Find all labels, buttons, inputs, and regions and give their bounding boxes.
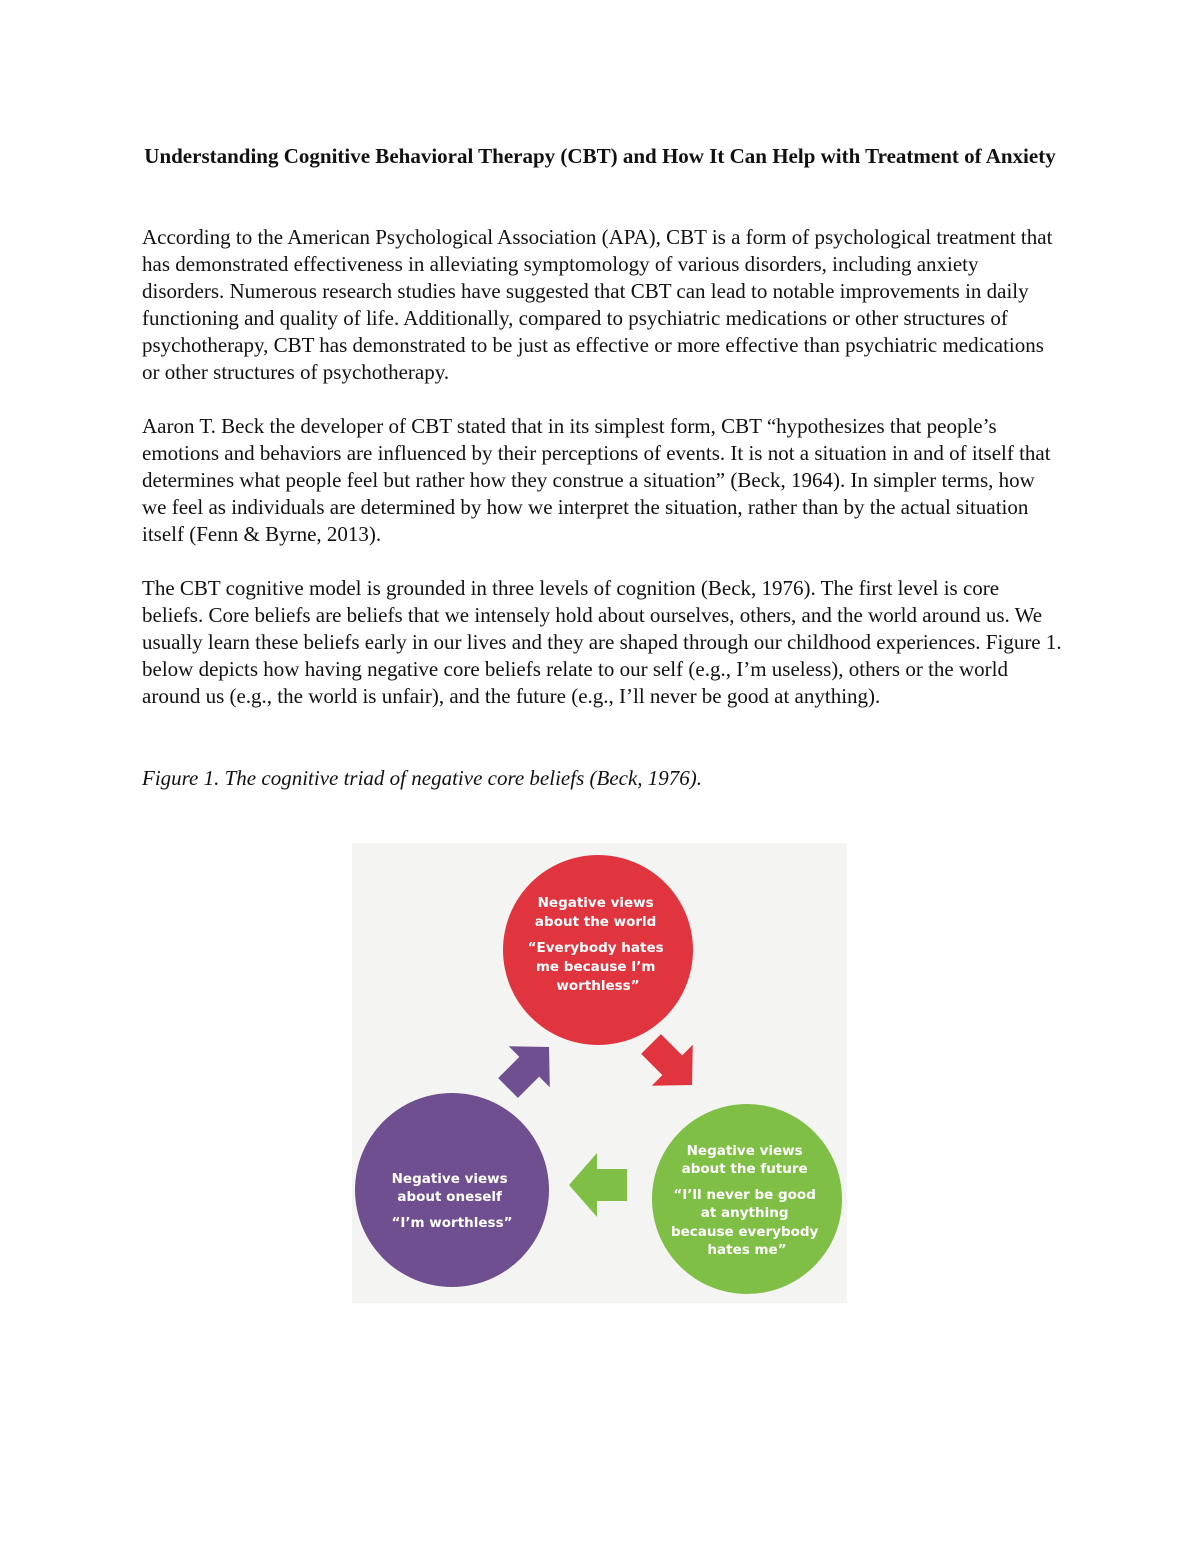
world-line-1: Negative views [537, 895, 654, 911]
world-line-3: “Everybody hates [527, 940, 664, 956]
future-line-2: about the future [681, 1161, 808, 1177]
world-line-2: about the world [534, 914, 657, 930]
paragraph-beck: Aaron T. Beck the developer of CBT stated that in its simplest form, CBT “hypothesizes that people’s emotions and behaviors are influenced by their perceptions of events. It is not a situation in and of itself that determines what people feel but rather how they construe a situation” (Beck, 1964). In simpler terms, how we feel as individuals are determined by how we interpret the situation, rather than by the actual situation itself (Fenn & Byrne, 2013). [142, 414, 1051, 546]
future-line-5: because everybody [670, 1224, 819, 1240]
self-line-3: “I’m worthless” [391, 1215, 513, 1231]
self-line-2: about oneself [397, 1189, 502, 1205]
future-line-4: at anything [700, 1205, 789, 1221]
self-line-1: Negative views [391, 1171, 508, 1187]
cognitive-triad-diagram [352, 843, 847, 1303]
future-line-6: hates me” [707, 1242, 787, 1258]
paragraph-cognitive-model: The CBT cognitive model is grounded in three levels of cognition (Beck, 1976). The first level is core beliefs. Core beliefs are beliefs that we intensely hold about ourselves, others, and the world around us. We usually learn these beliefs early in our lives and they are shaped through our childhood experiences. Figure 1. below depicts how having negative core beliefs relate to our self (e.g., I’m useless), others or the world around us (e.g., the world is unfair), and the future (e.g., I’ll never be good at anything). [142, 576, 1062, 708]
world-line-5: worthless” [556, 978, 640, 994]
figure-caption: Figure 1. The cognitive triad of negative core beliefs (Beck, 1976). [142, 766, 703, 790]
world-line-4: me because I’m [535, 959, 656, 975]
cognitive-triad-svg [352, 843, 847, 1303]
paragraph-apa: According to the American Psychological Association (APA), CBT is a form of psychological treatment that has demonstrated effectiveness in alleviating symptomology of various disorders, including anxiety disorders. Numerous research studies have suggested that CBT can lead to notable improvements in daily functioning and quality of life. Additionally, compared to psychiatric medications or other structures of psychotherapy, CBT has demonstrated to be just as effective or more effective than psychiatric medications or other structures of psychotherapy. [142, 225, 1053, 384]
future-line-1: Negative views [686, 1143, 803, 1159]
self-text [392, 1171, 513, 1231]
future-line-3: “I’ll never be good [673, 1187, 816, 1203]
document-title: Understanding Cognitive Behavioral Therapy (CBT) and How It Can Help with Treatment of Anxiety [144, 144, 1056, 168]
